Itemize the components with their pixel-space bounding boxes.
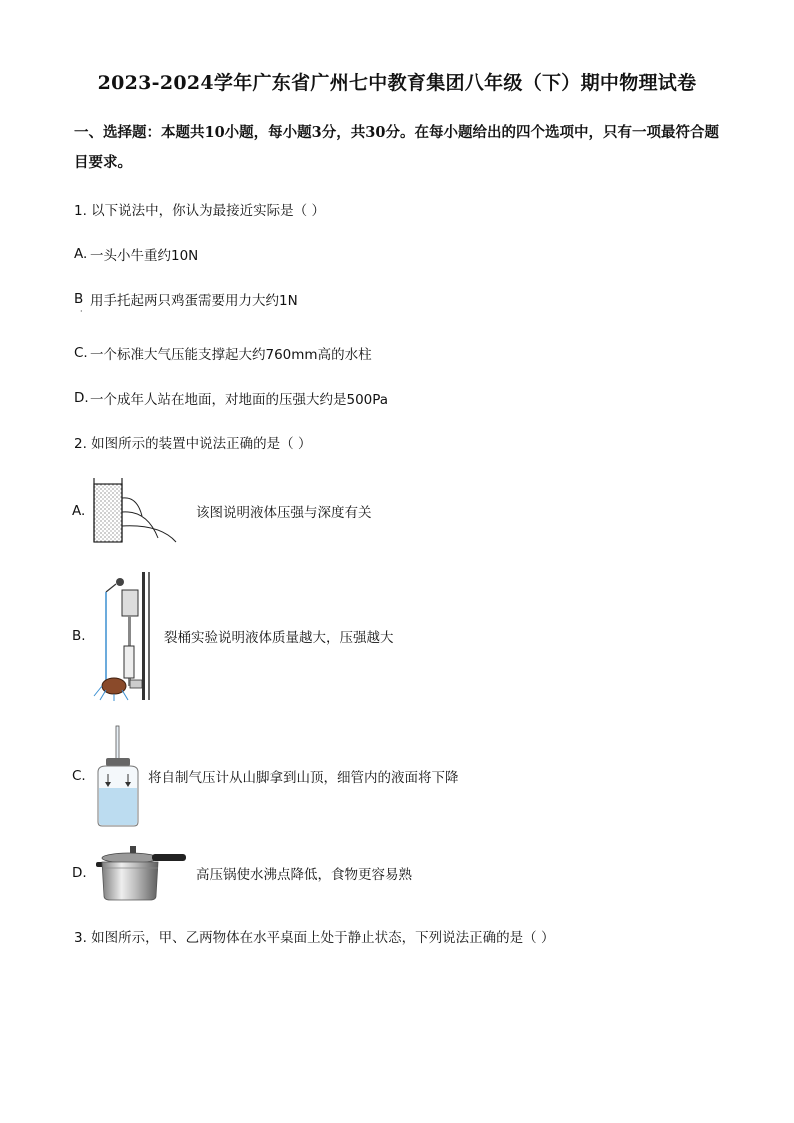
option-text: 将自制气压计从山脚拿到山顶，细管内的液面将下降 [148, 770, 459, 786]
pascal-barrel-figure [92, 570, 162, 702]
option-letter: A. [74, 246, 88, 262]
q1-option-c[interactable] [74, 343, 372, 363]
q2-option-d[interactable] [72, 844, 412, 902]
exam-title: 2023-2024学年广东省广州七中教育集团八年级（下）期中物理试卷 [97, 72, 697, 94]
q2-option-b[interactable] [72, 570, 394, 702]
option-letter: D. [74, 390, 89, 406]
option-text: 一个成年人站在地面，对地面的压强大约是500Pa [90, 392, 389, 408]
option-text: 高压锅使水沸点降低，食物更容易熟 [196, 867, 412, 883]
homemade-barometer-figure [92, 724, 144, 828]
section-heading: 一、选择题：本题共10小题，每小题3分，共30分。在每小题给出的四个选项中，只有一项最符合题目要求。 [74, 124, 719, 171]
option-letter: D. [72, 865, 87, 881]
stray-dot: · [80, 307, 83, 316]
option-letter: B. [72, 628, 86, 644]
q2-option-c[interactable] [72, 724, 459, 828]
q1-stem: 1. 以下说法中，你认为最接近实际是（ ） [74, 203, 325, 219]
q1-option-d[interactable] [74, 388, 388, 408]
q1-option-a[interactable] [74, 244, 198, 264]
option-text: 裂桶实验说明液体质量越大，压强越大 [164, 630, 394, 646]
option-letter: B [74, 291, 84, 307]
liquid-jet-container-figure [92, 476, 184, 546]
option-text: 一个标准大气压能支撑起大约760mm高的水柱 [90, 347, 372, 363]
option-letter: A. [72, 503, 86, 519]
pressure-cooker-figure [92, 844, 188, 902]
option-letter: C. [74, 345, 88, 361]
q1-option-b[interactable] [74, 289, 298, 309]
q3-stem: 3. 如图所示，甲、乙两物体在水平桌面上处于静止状态，下列说法正确的是（ ） [74, 930, 555, 946]
q2-option-a[interactable] [72, 476, 372, 546]
q2-stem: 2. 如图所示的装置中说法正确的是（ ） [74, 436, 312, 452]
option-text: 用手托起两只鸡蛋需要用力大约1N [90, 293, 298, 309]
option-text: 一头小牛重约10N [90, 248, 199, 264]
option-text: 该图说明液体压强与深度有关 [196, 505, 372, 521]
option-letter: C. [72, 768, 86, 784]
